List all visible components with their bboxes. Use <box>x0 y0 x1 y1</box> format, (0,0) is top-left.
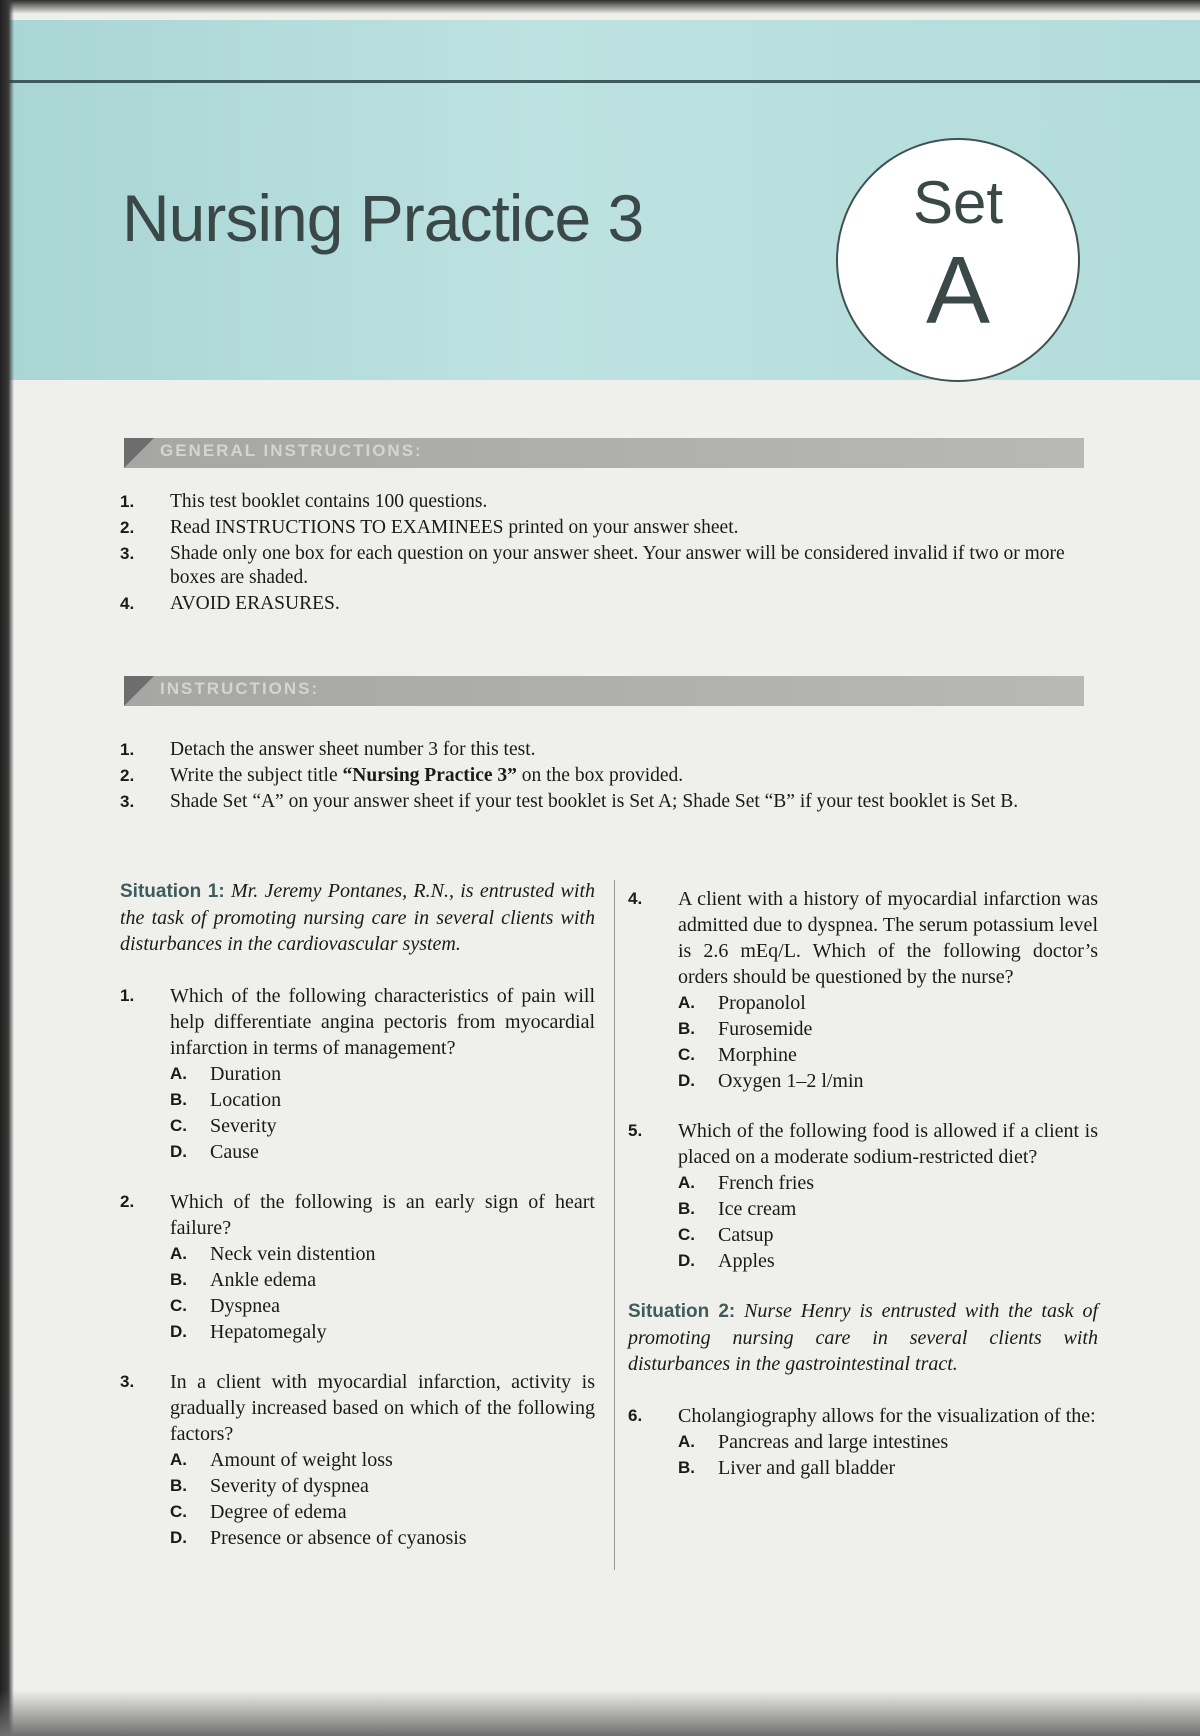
question-text: Which of the following food is allowed if a client is placed on a moderate sodium-restricted diet? <box>678 1120 1098 1168</box>
set-word: Set <box>912 169 1004 236</box>
option-d <box>170 1525 595 1551</box>
question-number: 3. <box>120 1372 135 1391</box>
set-letter: A <box>925 237 991 344</box>
option-text: Location <box>210 1089 282 1111</box>
option-text: Oxygen 1–2 l/min <box>718 1070 864 1092</box>
situation-heading: Situation 2: <box>628 1301 736 1322</box>
question-5 <box>628 1118 1098 1274</box>
option-a <box>170 1241 595 1267</box>
list-item <box>120 592 1095 616</box>
list-item <box>120 490 1095 514</box>
question-number: 2. <box>120 1192 135 1211</box>
item-text: This test booklet contains 100 questions. <box>170 491 488 512</box>
item-number: 2. <box>120 518 135 537</box>
option-c <box>170 1113 595 1139</box>
option-text: Liver and gall bladder <box>718 1457 896 1479</box>
option-letter: A. <box>678 1432 695 1451</box>
list-item <box>120 542 1095 590</box>
general-instructions-bar <box>124 438 1084 468</box>
question-text: A client with a history of myocardial infarction was admitted due to dyspnea. The serum potassium level is 2.6 mEq/L. Which of the following doctor’s orders should be questioned by the nurse? <box>678 888 1098 988</box>
bar-wedge <box>124 438 154 468</box>
option-letter: D. <box>678 1251 695 1270</box>
list-item <box>120 790 1095 814</box>
page-left-shadow <box>0 0 14 1736</box>
option-text: Ice cream <box>718 1198 797 1220</box>
question-3 <box>120 1369 595 1551</box>
option-a <box>678 990 1098 1016</box>
option-letter: C. <box>678 1045 695 1064</box>
option-b <box>678 1016 1098 1042</box>
question-number: 1. <box>120 986 135 1005</box>
option-letter: A. <box>678 993 695 1012</box>
option-letter: C. <box>170 1116 187 1135</box>
item-text: Shade only one box for each question on your answer sheet. Your answer will be considered invalid if two or more boxes are shaded. <box>170 543 1065 588</box>
option-a <box>678 1429 1098 1455</box>
option-text: Morphine <box>718 1044 797 1066</box>
option-letter: D. <box>170 1322 187 1341</box>
option-letter: A. <box>170 1244 187 1263</box>
option-text: Presence or absence of cyanosis <box>210 1527 467 1549</box>
option-b <box>678 1455 1098 1481</box>
option-b <box>170 1473 595 1499</box>
option-text: Amount of weight loss <box>210 1449 393 1471</box>
option-letter: B. <box>170 1476 187 1495</box>
option-text: Furosemide <box>718 1018 813 1040</box>
situation-heading: Situation 1: <box>120 881 225 902</box>
page-top-shadow <box>0 0 1200 14</box>
option-text: Hepatomegaly <box>210 1321 327 1343</box>
list-item <box>120 738 1095 762</box>
instructions-label: INSTRUCTIONS: <box>160 679 320 698</box>
instructions-list <box>120 738 1095 816</box>
page-title: Nursing Practice 3 <box>122 181 644 255</box>
option-text: Degree of edema <box>210 1501 347 1523</box>
option-text: Pancreas and large intestines <box>718 1431 949 1453</box>
page-bottom-shadow <box>0 1690 1200 1736</box>
situation-2 <box>628 1298 1098 1377</box>
option-a <box>170 1061 595 1087</box>
option-c <box>678 1042 1098 1068</box>
option-text: Ankle edema <box>210 1269 317 1291</box>
option-letter: B. <box>170 1090 187 1109</box>
set-badge <box>836 138 1080 382</box>
situation-1 <box>120 878 595 957</box>
column-divider <box>614 880 615 1570</box>
option-letter: A. <box>170 1064 187 1083</box>
option-text: Cause <box>210 1141 259 1163</box>
question-4 <box>628 886 1098 1094</box>
question-number: 5. <box>628 1121 643 1140</box>
option-letter: A. <box>170 1450 187 1469</box>
item-number: 3. <box>120 792 135 811</box>
option-text: Severity of dyspnea <box>210 1475 369 1497</box>
item-number: 2. <box>120 766 135 785</box>
question-2 <box>120 1189 595 1345</box>
option-a <box>170 1447 595 1473</box>
header-rule <box>0 80 1200 83</box>
option-c <box>170 1499 595 1525</box>
option-text: Neck vein distention <box>210 1243 376 1265</box>
option-letter: D. <box>170 1528 187 1547</box>
option-letter: B. <box>678 1199 695 1218</box>
option-text: Propanolol <box>718 992 806 1014</box>
option-text: Severity <box>210 1115 277 1137</box>
subject-title-bold: “Nursing Practice 3” <box>342 765 517 786</box>
option-b <box>170 1267 595 1293</box>
option-d <box>678 1068 1098 1094</box>
option-text: Apples <box>718 1250 775 1272</box>
general-instructions-list <box>120 490 1095 618</box>
option-letter: B. <box>678 1458 695 1477</box>
item-text: AVOID ERASURES. <box>170 593 340 614</box>
item-text: Read INSTRUCTIONS TO EXAMINEES printed on your answer sheet. <box>170 517 739 538</box>
option-letter: B. <box>678 1019 695 1038</box>
question-text: In a client with myocardial infarction, activity is gradually increased based on which of the following factors? <box>170 1371 595 1445</box>
item-text: Shade Set “A” on your answer sheet if your test booklet is Set A; Shade Set “B” if your test booklet is Set B. <box>170 791 1019 812</box>
instructions-bar <box>124 676 1084 706</box>
item-number: 1. <box>120 740 135 759</box>
option-d <box>170 1139 595 1165</box>
question-1 <box>120 983 595 1165</box>
item-text-before: Write the subject title <box>170 765 343 786</box>
option-d <box>678 1248 1098 1274</box>
list-item <box>120 516 1095 540</box>
option-c <box>678 1222 1098 1248</box>
list-item <box>120 764 1095 788</box>
option-text: Dyspnea <box>210 1295 280 1317</box>
question-text: Which of the following is an early sign of heart failure? <box>170 1191 595 1239</box>
question-text: Cholangiography allows for the visualization of the: <box>678 1405 1096 1427</box>
situation-text: Nurse Henry is entrusted with the task of promoting nursing care in several clients with disturbances in the gastrointestinal tract. <box>628 1300 1099 1375</box>
item-text-after: on the box provided. <box>516 765 684 786</box>
item-number: 1. <box>120 492 135 511</box>
option-text: French fries <box>718 1172 815 1194</box>
general-instructions-label: GENERAL INSTRUCTIONS: <box>160 441 423 460</box>
question-text: Which of the following characteristics of pain will help differentiate angina pectoris from myocardial infarction in terms of management? <box>170 985 595 1059</box>
option-text: Duration <box>210 1063 282 1085</box>
right-column <box>628 886 1098 1505</box>
left-column <box>120 878 595 1575</box>
option-c <box>170 1293 595 1319</box>
situation-text: Mr. Jeremy Pontanes, R.N., is entrusted with the task of promoting nursing care in several clients with disturbances in the cardiovascular system. <box>120 880 596 955</box>
option-d <box>170 1319 595 1345</box>
option-letter: C. <box>170 1296 187 1315</box>
option-b <box>170 1087 595 1113</box>
option-letter: C. <box>678 1225 695 1244</box>
question-number: 6. <box>628 1406 643 1425</box>
option-b <box>678 1196 1098 1222</box>
option-letter: A. <box>678 1173 695 1192</box>
option-letter: B. <box>170 1270 187 1289</box>
bar-wedge <box>124 676 154 706</box>
option-letter: C. <box>170 1502 187 1521</box>
option-text: Catsup <box>718 1224 774 1246</box>
option-letter: D. <box>678 1071 695 1090</box>
item-text: Detach the answer sheet number 3 for this test. <box>170 739 536 760</box>
question-number: 4. <box>628 889 643 908</box>
item-number: 3. <box>120 544 135 563</box>
option-letter: D. <box>170 1142 187 1161</box>
question-6 <box>628 1403 1098 1481</box>
option-a <box>678 1170 1098 1196</box>
item-number: 4. <box>120 594 135 613</box>
